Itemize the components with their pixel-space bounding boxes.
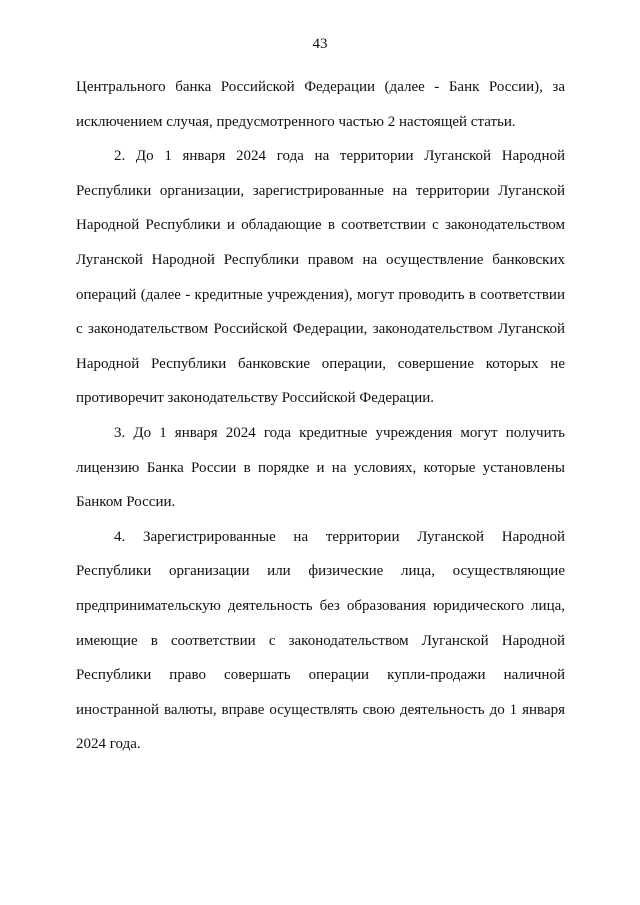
page-number: 43 [312,36,328,52]
paragraph-continuation: Центрального банка Российской Федерации (далее - Банк России), за исключением случая, предусмотренного частью 2 настоящей статьи. [76,79,565,130]
document-body [76,70,565,762]
paragraph-4: 4. Зарегистрированные на территории Луганской Народной Республики организации или физические лица, осуществляющие предпринимательскую деятельность без образования юридического лица, имеющие в соответствии с законодательством Луганской Народной Республики право совершать операции купли-продажи наличной иностранной валюты, вправе осуществлять свою деятельность до 1 января 2024 года. [76,528,565,753]
paragraph-2: 2. До 1 января 2024 года на территории Луганской Народной Республики организации, зарегистрированные на территории Луганской Народной Республики и обладающие в соответствии с законодательством Луганской Народной Республики правом на осуществление банковских операций (далее - кредитные учреждения), могут проводить в соответствии с законодательством Российской Федерации, законодательством Луганской Народной Республики банковские операции, совершение которых не противоречит законодательству Российской Федерации. [76,148,565,407]
paragraph-3: 3. До 1 января 2024 года кредитные учреждения могут получить лицензию Банка России в порядке и на условиях, которые установлены Банком России. [76,424,565,511]
